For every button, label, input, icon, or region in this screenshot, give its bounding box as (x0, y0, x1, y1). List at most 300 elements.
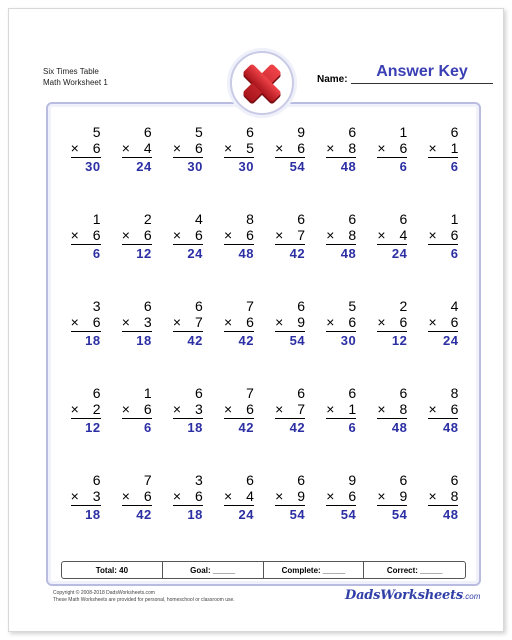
problem-bottom-row (377, 488, 407, 506)
problem-bottom: 6 (297, 140, 306, 156)
problem-answer: 12 (391, 333, 408, 348)
problem-bottom-row (377, 314, 407, 332)
multiply-operator: × (326, 140, 335, 156)
multiply-operator: × (377, 227, 386, 243)
problem-item (265, 298, 316, 385)
multiply-operator: × (121, 401, 130, 417)
problem-answer: 42 (289, 246, 306, 261)
problem-item (265, 385, 316, 472)
stat-goal: Goal: _____ (163, 562, 264, 578)
problem-answer: 30 (85, 159, 101, 174)
multiply-operator: × (326, 227, 335, 243)
problem-top: 7 (246, 298, 254, 314)
problem-top: 9 (297, 124, 306, 140)
problem-bottom-row (71, 401, 101, 419)
problem-bottom-row (275, 401, 305, 419)
multiply-operator: × (223, 401, 233, 417)
problem-bottom: 4 (143, 140, 152, 156)
multiply-operator: × (428, 401, 437, 417)
name-label: Name: (317, 74, 348, 85)
problem-bottom: 8 (399, 401, 408, 417)
multiply-operator: × (121, 140, 130, 156)
multiply-operator: × (275, 314, 284, 330)
problem-bottom-row (428, 140, 458, 158)
multiply-operator: × (377, 314, 386, 330)
problem-bottom-row (71, 227, 101, 245)
problem-bottom-row (275, 227, 305, 245)
multiply-operator: × (223, 314, 233, 330)
worksheet-page (8, 8, 504, 632)
problem-top: 6 (195, 298, 203, 314)
stat-complete: Complete: _____ (264, 562, 365, 578)
problem-body (173, 472, 203, 523)
problem-answer: 42 (238, 333, 254, 348)
problem-bottom-row (428, 488, 458, 506)
problem-bottom: 3 (143, 314, 152, 330)
problem-bottom: 6 (399, 314, 408, 330)
problem-bottom-row (224, 140, 254, 158)
problem-bottom: 6 (246, 314, 254, 330)
problem-answer: 48 (340, 159, 357, 174)
multiply-operator: × (275, 401, 284, 417)
multiply-operator: × (428, 140, 437, 156)
problem-body (275, 298, 305, 349)
problem-body (428, 472, 458, 523)
problem-bottom-row (377, 140, 407, 158)
problem-item (60, 211, 111, 298)
problem-answer: 24 (238, 507, 254, 522)
problem-answer: 54 (289, 159, 306, 174)
problem-bottom: 8 (348, 227, 357, 243)
problem-bottom: 8 (348, 140, 357, 156)
problem-answer: 48 (238, 246, 254, 261)
problem-body (377, 124, 407, 175)
problem-body (224, 124, 254, 175)
problem-bottom: 4 (246, 488, 254, 504)
multiply-operator: × (70, 314, 79, 330)
problem-bottom: 9 (399, 488, 408, 504)
problem-body (122, 298, 152, 349)
problem-top: 6 (450, 124, 459, 140)
problem-bottom: 4 (399, 227, 408, 243)
problem-item (316, 472, 367, 559)
problem-bottom-row (377, 401, 407, 419)
problem-body (275, 211, 305, 262)
problem-item (367, 124, 418, 211)
copyright-block (53, 590, 235, 604)
problem-item (213, 385, 264, 472)
problem-answer: 6 (92, 246, 101, 261)
problem-item (367, 298, 418, 385)
problem-item (418, 385, 469, 472)
problem-item (111, 385, 162, 472)
problem-top: 3 (92, 298, 101, 314)
problem-body (326, 385, 356, 436)
multiply-operator: × (223, 227, 233, 243)
problem-bottom: 6 (348, 314, 357, 330)
problem-bottom: 2 (92, 401, 101, 417)
multiply-operator: × (377, 488, 386, 504)
problem-top: 6 (92, 385, 101, 401)
stats-bar (61, 561, 466, 579)
problem-item (316, 211, 367, 298)
problem-answer: 18 (187, 420, 203, 435)
problem-bottom: 3 (92, 488, 101, 504)
problem-body (71, 472, 101, 523)
logo-suffix: .com (463, 592, 481, 601)
problem-top: 5 (348, 298, 357, 314)
problem-answer: 6 (348, 420, 357, 435)
problem-item (418, 211, 469, 298)
problem-item (60, 298, 111, 385)
worksheet-title: Six Times Table (43, 67, 99, 76)
problem-item (162, 124, 213, 211)
name-field (317, 63, 495, 85)
problem-answer: 48 (340, 246, 357, 261)
problem-top: 1 (143, 385, 152, 401)
multiply-operator: × (121, 488, 130, 504)
problem-top: 2 (399, 298, 408, 314)
problem-top: 5 (195, 124, 203, 140)
problem-bottom-row (326, 227, 356, 245)
problem-bottom: 9 (297, 314, 306, 330)
multiply-operator: × (172, 488, 181, 504)
problem-body (326, 472, 356, 523)
problem-bottom: 6 (195, 140, 203, 156)
problem-bottom: 8 (450, 488, 459, 504)
problem-bottom-row (326, 314, 356, 332)
problem-body (428, 298, 458, 349)
problem-item (418, 298, 469, 385)
problem-bottom-row (71, 140, 101, 158)
problem-bottom-row (122, 488, 152, 506)
problem-body (428, 385, 458, 436)
problem-body (173, 124, 203, 175)
problem-body (428, 211, 458, 262)
problem-top: 8 (246, 211, 254, 227)
multiply-operator: × (275, 488, 284, 504)
problem-item (265, 472, 316, 559)
problem-answer: 30 (238, 159, 254, 174)
problem-bottom-row (224, 227, 254, 245)
problem-top: 6 (348, 124, 357, 140)
problem-item (162, 298, 213, 385)
problem-item (60, 385, 111, 472)
problem-body (71, 298, 101, 349)
problem-top: 6 (297, 211, 306, 227)
problem-top: 4 (450, 298, 459, 314)
problem-top: 6 (399, 211, 408, 227)
problem-bottom: 3 (195, 401, 203, 417)
problem-bottom: 6 (92, 314, 101, 330)
problem-top: 4 (195, 211, 203, 227)
problem-top: 6 (297, 385, 306, 401)
multiply-operator: × (121, 314, 130, 330)
problem-body (71, 385, 101, 436)
problem-answer: 12 (136, 246, 152, 261)
problem-bottom-row (275, 314, 305, 332)
multiply-operator: × (326, 488, 335, 504)
name-line (351, 83, 493, 84)
problem-item (213, 472, 264, 559)
problem-body (224, 298, 254, 349)
multiply-operator: × (70, 488, 79, 504)
problem-top: 6 (246, 472, 254, 488)
problem-top: 3 (195, 472, 203, 488)
problem-top: 6 (399, 385, 408, 401)
problem-bottom: 6 (450, 227, 459, 243)
problem-item (162, 472, 213, 559)
problem-bottom-row (122, 401, 152, 419)
multiply-operator: × (428, 488, 437, 504)
stat-correct: Correct: _____ (386, 565, 443, 575)
problem-bottom-row (224, 314, 254, 332)
problem-answer: 6 (143, 420, 152, 435)
multiply-operator: × (377, 401, 386, 417)
problem-body (173, 211, 203, 262)
problem-answer: 42 (289, 420, 306, 435)
stat-total: Total: 40 (62, 562, 163, 578)
multiply-operator: × (172, 227, 181, 243)
problem-bottom-row (173, 227, 203, 245)
problem-item (367, 211, 418, 298)
problem-body (275, 124, 305, 175)
multiply-operator: × (326, 401, 335, 417)
problem-body (224, 472, 254, 523)
problem-body (428, 124, 458, 175)
problem-item (213, 298, 264, 385)
problem-body (377, 472, 407, 523)
problem-bottom: 6 (195, 227, 203, 243)
multiply-operator: × (275, 140, 284, 156)
problem-body (326, 124, 356, 175)
problem-top: 6 (92, 472, 101, 488)
problem-bottom: 6 (246, 227, 254, 243)
problem-bottom-row (122, 227, 152, 245)
problem-item (111, 124, 162, 211)
problem-bottom: 5 (246, 140, 254, 156)
problem-answer: 42 (136, 507, 152, 522)
problems-grid (60, 124, 469, 559)
multiply-operator: × (172, 401, 181, 417)
problem-top: 1 (92, 211, 101, 227)
problem-item (265, 124, 316, 211)
problem-item (265, 211, 316, 298)
problem-top: 2 (143, 211, 152, 227)
problem-answer: 42 (187, 333, 203, 348)
worksheet-title-block (43, 66, 108, 88)
problem-bottom-row (275, 488, 305, 506)
multiply-operator: × (70, 140, 79, 156)
red-x-icon (238, 59, 286, 107)
answer-key-badge (230, 51, 294, 115)
problem-top: 7 (143, 472, 152, 488)
problem-body (173, 385, 203, 436)
problem-answer: 6 (450, 159, 459, 174)
problem-body (377, 298, 407, 349)
problem-top: 7 (246, 385, 254, 401)
problem-bottom: 7 (297, 227, 306, 243)
problem-bottom: 7 (297, 401, 306, 417)
problem-answer: 30 (187, 159, 203, 174)
problem-item (162, 385, 213, 472)
problem-bottom: 6 (195, 488, 203, 504)
problem-bottom: 1 (348, 401, 357, 417)
problem-bottom: 6 (143, 401, 152, 417)
problem-bottom-row (326, 488, 356, 506)
problem-answer: 24 (136, 159, 152, 174)
problem-top: 6 (297, 298, 306, 314)
multiply-operator: × (70, 401, 79, 417)
problem-item (60, 124, 111, 211)
problem-body (122, 124, 152, 175)
problem-bottom: 6 (143, 227, 152, 243)
problem-body (71, 124, 101, 175)
problem-bottom-row (173, 488, 203, 506)
problem-top: 5 (92, 124, 101, 140)
problem-top: 6 (348, 385, 357, 401)
problem-body (275, 472, 305, 523)
answer-key-label: Answer Key (376, 63, 468, 80)
problem-bottom: 9 (297, 488, 306, 504)
problem-bottom-row (428, 227, 458, 245)
problem-item (111, 211, 162, 298)
problem-body (275, 385, 305, 436)
problem-top: 8 (450, 385, 459, 401)
problem-top: 6 (348, 211, 357, 227)
problem-answer: 54 (289, 507, 306, 522)
problem-bottom-row (326, 140, 356, 158)
problem-top: 6 (246, 124, 254, 140)
problem-answer: 6 (450, 246, 459, 261)
problem-bottom-row (173, 140, 203, 158)
site-logo (345, 586, 481, 608)
problem-bottom: 6 (92, 140, 101, 156)
problem-body (326, 298, 356, 349)
problem-item (367, 472, 418, 559)
problem-answer: 24 (391, 246, 408, 261)
problem-answer: 54 (391, 507, 408, 522)
problem-top: 6 (399, 472, 408, 488)
problem-item (367, 385, 418, 472)
problem-item (213, 211, 264, 298)
problem-top: 6 (450, 472, 459, 488)
problem-top: 6 (297, 472, 306, 488)
problem-bottom-row (122, 314, 152, 332)
problem-top: 6 (143, 298, 152, 314)
problem-item (60, 472, 111, 559)
problem-body (122, 211, 152, 262)
problem-bottom-row (275, 140, 305, 158)
multiply-operator: × (121, 227, 130, 243)
problem-bottom-row (71, 488, 101, 506)
problem-body (377, 211, 407, 262)
problem-answer: 42 (238, 420, 254, 435)
problem-top: 6 (195, 385, 203, 401)
problem-answer: 24 (187, 246, 203, 261)
multiply-operator: × (428, 314, 437, 330)
problem-body (173, 298, 203, 349)
problem-answer: 48 (442, 507, 459, 522)
problem-bottom-row (224, 488, 254, 506)
problem-item (316, 124, 367, 211)
problem-bottom: 6 (450, 314, 459, 330)
problem-answer: 48 (391, 420, 408, 435)
problem-item (316, 298, 367, 385)
problem-bottom-row (377, 227, 407, 245)
problem-item (111, 298, 162, 385)
problem-item (111, 472, 162, 559)
problem-answer: 30 (340, 333, 357, 348)
multiply-operator: × (377, 140, 386, 156)
problem-answer: 54 (289, 333, 306, 348)
problem-body (71, 211, 101, 262)
problem-bottom-row (173, 314, 203, 332)
worksheet-subtitle: Math Worksheet 1 (43, 78, 108, 87)
problem-body (326, 211, 356, 262)
problem-top: 1 (399, 124, 408, 140)
problem-bottom: 7 (195, 314, 203, 330)
multiply-operator: × (275, 227, 284, 243)
problem-answer: 18 (187, 507, 203, 522)
multiply-operator: × (223, 140, 233, 156)
problem-item (213, 124, 264, 211)
problem-answer: 18 (85, 507, 101, 522)
problem-bottom: 6 (348, 488, 357, 504)
problem-bottom: 6 (246, 401, 254, 417)
multiply-operator: × (172, 140, 181, 156)
copyright-text: Copyright © 2008-2018 DadsWorksheets.com (53, 590, 155, 596)
problem-body (377, 385, 407, 436)
problem-bottom: 6 (399, 140, 408, 156)
problem-bottom: 6 (92, 227, 101, 243)
problem-bottom-row (122, 140, 152, 158)
problem-bottom: 6 (143, 488, 152, 504)
problem-body (122, 385, 152, 436)
problem-answer: 54 (340, 507, 357, 522)
problem-body (122, 472, 152, 523)
problem-bottom: 6 (450, 401, 459, 417)
problem-body (224, 211, 254, 262)
problems-frame (46, 102, 481, 586)
multiply-operator: × (70, 227, 79, 243)
problem-answer: 24 (442, 333, 459, 348)
multiply-operator: × (428, 227, 437, 243)
problem-answer: 18 (136, 333, 152, 348)
problem-bottom-row (71, 314, 101, 332)
usage-text: These Math Worksheets are provided for personal, homeschool or classroom use. (53, 597, 235, 603)
logo-text: DadsWorksheets (345, 588, 464, 603)
multiply-operator: × (326, 314, 335, 330)
problem-body (224, 385, 254, 436)
multiply-operator: × (223, 488, 233, 504)
problem-answer: 12 (85, 420, 101, 435)
problem-top: 1 (450, 211, 459, 227)
problem-bottom-row (428, 314, 458, 332)
problem-answer: 18 (85, 333, 101, 348)
problem-bottom-row (326, 401, 356, 419)
problem-item (418, 472, 469, 559)
multiply-operator: × (172, 314, 181, 330)
problem-bottom-row (428, 401, 458, 419)
problem-item (162, 211, 213, 298)
problem-bottom: 1 (450, 140, 459, 156)
problem-bottom-row (224, 401, 254, 419)
problem-item (316, 385, 367, 472)
problem-bottom-row (173, 401, 203, 419)
problem-answer: 6 (399, 159, 408, 174)
problem-top: 9 (348, 472, 357, 488)
